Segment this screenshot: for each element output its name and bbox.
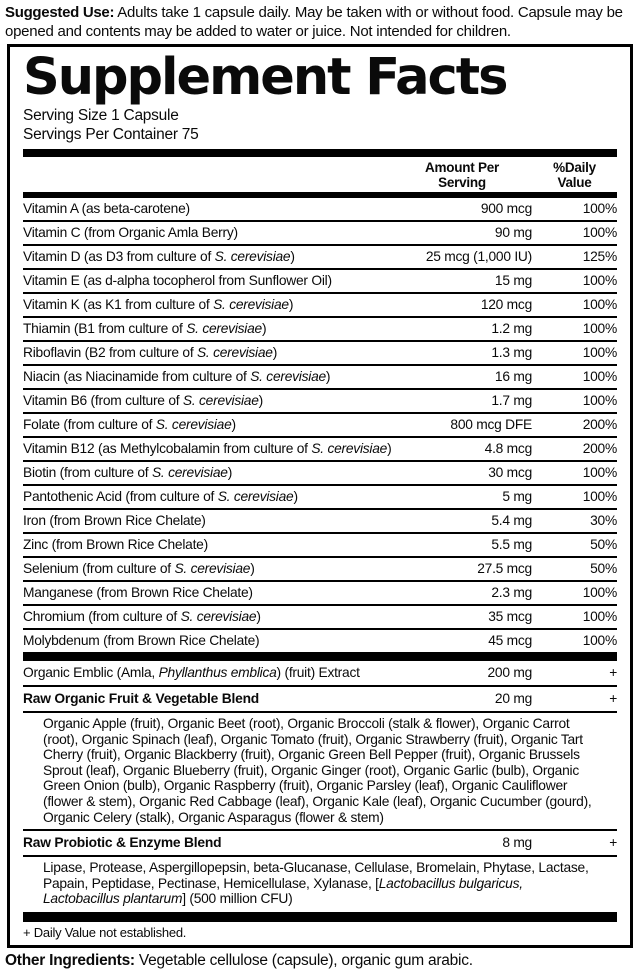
- table-row: [23, 558, 617, 582]
- nutrient-amount: 5 mg: [502, 489, 532, 504]
- nutrient-amount: 4.8 mcg: [484, 441, 532, 456]
- serving-size: Serving Size 1 Capsule: [23, 107, 179, 124]
- nutrient-name: Vitamin B6 (from culture of S. cerevisiae): [23, 393, 263, 408]
- other-ingredients-text: Vegetable cellulose (capsule), organic gum arabic.: [134, 951, 473, 969]
- scientific-name: S. cerevisiae: [155, 417, 232, 432]
- nutrient-dv: 30%: [590, 513, 617, 528]
- table-row: [23, 510, 617, 534]
- nutrient-dv: +: [609, 691, 617, 706]
- table-row: [23, 342, 617, 366]
- nutrient-amount: 2.3 mg: [491, 585, 532, 600]
- table-row: [23, 366, 617, 390]
- table-row: [23, 534, 617, 558]
- scientific-name: S. cerevisiae: [182, 393, 259, 408]
- blend-description: Lipase, Protease, Aspergillopepsin, beta-Glucanase, Cellulase, Bromelain, Phytase, Lactase, Papain, Peptidase, Pectinase, Hemicellulase, Xylanase, [Lactobacillus bulgaricus, Lactobacillus plantarum] (500 million CFU): [43, 860, 589, 907]
- table-row: [23, 198, 617, 222]
- nutrient-dv: 100%: [582, 465, 617, 480]
- nutrient-rows: [23, 198, 617, 652]
- nutrient-amount: 90 mg: [494, 225, 532, 240]
- nutrient-name: Zinc (from Brown Rice Chelate): [23, 537, 208, 552]
- scientific-name: S. cerevisiae: [174, 561, 251, 576]
- table-row: [23, 414, 617, 438]
- table-row: [23, 661, 617, 687]
- nutrient-dv: 50%: [590, 561, 617, 576]
- table-row: [23, 246, 617, 270]
- nutrient-amount: 27.5 mcg: [477, 561, 532, 576]
- nutrient-name: Molybdenum (from Brown Rice Chelate): [23, 633, 260, 648]
- nutrient-dv: 100%: [582, 225, 617, 240]
- nutrient-name: Niacin (as Niacinamide from culture of S. cerevisiae): [23, 369, 331, 384]
- table-row: [23, 582, 617, 606]
- scientific-name: Phyllanthus emblica: [158, 665, 277, 680]
- other-ingredients-label: Other Ingredients:: [5, 951, 135, 969]
- table-row: [23, 438, 617, 462]
- table-row: [23, 318, 617, 342]
- nutrient-dv: 100%: [582, 393, 617, 408]
- nutrient-amount: 16 mg: [494, 369, 532, 384]
- table-row: [23, 486, 617, 510]
- nutrient-name: Folate (from culture of S. cerevisiae): [23, 417, 236, 432]
- nutrient-dv: 125%: [582, 249, 617, 264]
- column-header-dv: %Daily Value: [553, 160, 596, 190]
- nutrient-name: Vitamin B12 (as Methylcobalamin from culture of S. cerevisiae): [23, 441, 392, 456]
- dv-footnote: + Daily Value not established.: [23, 924, 187, 940]
- scientific-name: S. cerevisiae: [250, 369, 326, 384]
- nutrient-dv: 100%: [582, 585, 617, 600]
- table-row: [23, 687, 617, 713]
- scientific-name: S. cerevisiae: [213, 297, 289, 312]
- nutrient-name: Selenium (from culture of S. cerevisiae): [23, 561, 255, 576]
- nutrient-amount: 20 mg: [494, 691, 532, 706]
- nutrient-amount: 45 mcg: [488, 633, 532, 648]
- scientific-name: S. cerevisiae: [180, 609, 257, 624]
- other-ingredients: [0, 948, 640, 970]
- nutrient-name: Manganese (from Brown Rice Chelate): [23, 585, 253, 600]
- nutrient-amount: 800 mcg DFE: [450, 417, 532, 432]
- table-row: [23, 294, 617, 318]
- nutrient-name: Raw Organic Fruit & Vegetable Blend: [23, 691, 260, 706]
- suggested-use-text: Adults take 1 capsule daily. May be taken with or without food. Capsule may be opened and contents may be added to water or juice. Not intended for children.: [5, 4, 623, 40]
- scientific-name: Lactobacillus bulgaricus, Lactobacillus plantarum: [43, 875, 523, 907]
- divider-thick-bottom: [23, 912, 617, 922]
- scientific-name: S. cerevisiae: [214, 249, 291, 264]
- table-row: [23, 390, 617, 414]
- table-row: [23, 270, 617, 294]
- blend-rows: [23, 661, 617, 911]
- scientific-name: S. cerevisiae: [311, 441, 388, 456]
- nutrient-dv: 50%: [590, 537, 617, 552]
- scientific-name: S. cerevisiae: [151, 465, 228, 480]
- divider-thick-middle: [23, 652, 617, 661]
- nutrient-name: Vitamin A (as beta-carotene): [23, 201, 190, 216]
- blend-description: Organic Apple (fruit), Organic Beet (root), Organic Broccoli (stalk & flower), Organic Carrot (root), Organic Spinach (leaf), Organic Tomato (fruit), Organic Strawberry (fruit), Organic Tart Cherry (fruit), Organic Blackberry (fruit), Organic Green Bell Pepper (fruit), Organic Brussels Sprout (leaf), Organic Blueberry (fruit), Organic Ginger (root), Organic Garlic (bulb), Organic Green Onion (bulb), Organic Raspberry (fruit), Organic Parsley (leaf), Organic Cauliflower (flower & stem), Organic Red Cabbage (leaf), Organic Kale (leaf), Organic Cucumber (gourd), Organic Celery (stalk), Organic Asparagus (flower & stem): [23, 713, 617, 831]
- nutrient-name: Iron (from Brown Rice Chelate): [23, 513, 206, 528]
- table-row: [23, 630, 617, 652]
- nutrient-dv: 100%: [582, 489, 617, 504]
- nutrient-amount: 200 mg: [487, 665, 532, 680]
- nutrient-amount: 15 mg: [494, 273, 532, 288]
- nutrient-dv: 100%: [582, 345, 617, 360]
- nutrient-name: Raw Probiotic & Enzyme Blend: [23, 835, 222, 851]
- table-row: [23, 462, 617, 486]
- nutrient-amount: 1.2 mg: [491, 321, 532, 336]
- supplement-facts-panel: [7, 44, 633, 948]
- nutrient-dv: 200%: [582, 441, 617, 456]
- nutrient-amount: 30 mcg: [488, 465, 532, 480]
- nutrient-dv: 100%: [582, 297, 617, 312]
- table-row: [23, 831, 617, 857]
- nutrient-name: Thiamin (B1 from culture of S. cerevisiae): [23, 321, 267, 336]
- suggested-use: [0, 0, 640, 43]
- nutrient-name: Vitamin D (as D3 from culture of S. cerevisiae): [23, 249, 295, 264]
- nutrient-dv: 100%: [582, 273, 617, 288]
- scientific-name: S. cerevisiae: [196, 345, 273, 360]
- table-row: [23, 222, 617, 246]
- nutrient-amount: 35 mcg: [488, 609, 532, 624]
- nutrient-name: Chromium (from culture of S. cerevisiae): [23, 609, 261, 624]
- nutrient-dv: 100%: [582, 321, 617, 336]
- nutrient-dv: 100%: [582, 633, 617, 648]
- nutrient-name: Biotin (from culture of S. cerevisiae): [23, 465, 233, 480]
- nutrient-name: Pantothenic Acid (from culture of S. cerevisiae): [23, 489, 298, 504]
- nutrient-amount: 1.7 mg: [491, 393, 532, 408]
- nutrient-amount: 25 mcg (1,000 IU): [425, 249, 532, 264]
- nutrient-amount: 8 mg: [502, 835, 532, 851]
- table-row: [23, 606, 617, 630]
- nutrient-name: Riboflavin (B2 from culture of S. cerevisiae): [23, 345, 278, 360]
- column-headers: [23, 157, 617, 192]
- nutrient-amount: 1.3 mg: [491, 345, 532, 360]
- nutrient-dv: 100%: [582, 201, 617, 216]
- nutrient-dv: +: [609, 665, 617, 680]
- nutrient-dv: 200%: [582, 417, 617, 432]
- column-header-amount: Amount Per Serving: [424, 160, 499, 190]
- nutrient-amount: 5.5 mg: [491, 537, 532, 552]
- nutrient-name: Organic Emblic (Amla, Phyllanthus emblica) (fruit) Extract: [23, 665, 360, 680]
- nutrient-name: Vitamin C (from Organic Amla Berry): [23, 225, 238, 240]
- scientific-name: S. cerevisiae: [217, 489, 294, 504]
- panel-title: Supplement Facts: [23, 48, 507, 107]
- nutrient-dv: 100%: [582, 369, 617, 384]
- nutrient-dv: +: [609, 835, 617, 851]
- nutrient-amount: 120 mcg: [480, 297, 532, 312]
- nutrient-dv: 100%: [582, 609, 617, 624]
- nutrient-name: Vitamin K (as K1 from culture of S. cerevisiae): [23, 297, 294, 312]
- servings-per-container: Servings Per Container 75: [23, 126, 199, 143]
- scientific-name: S. cerevisiae: [186, 321, 262, 336]
- nutrient-amount: 900 mcg: [480, 201, 532, 216]
- divider-thick-top: [23, 149, 617, 157]
- nutrient-amount: 5.4 mg: [491, 513, 532, 528]
- suggested-use-label: Suggested Use:: [5, 4, 115, 21]
- nutrient-name: Vitamin E (as d-alpha tocopherol from Sunflower Oil): [23, 273, 332, 288]
